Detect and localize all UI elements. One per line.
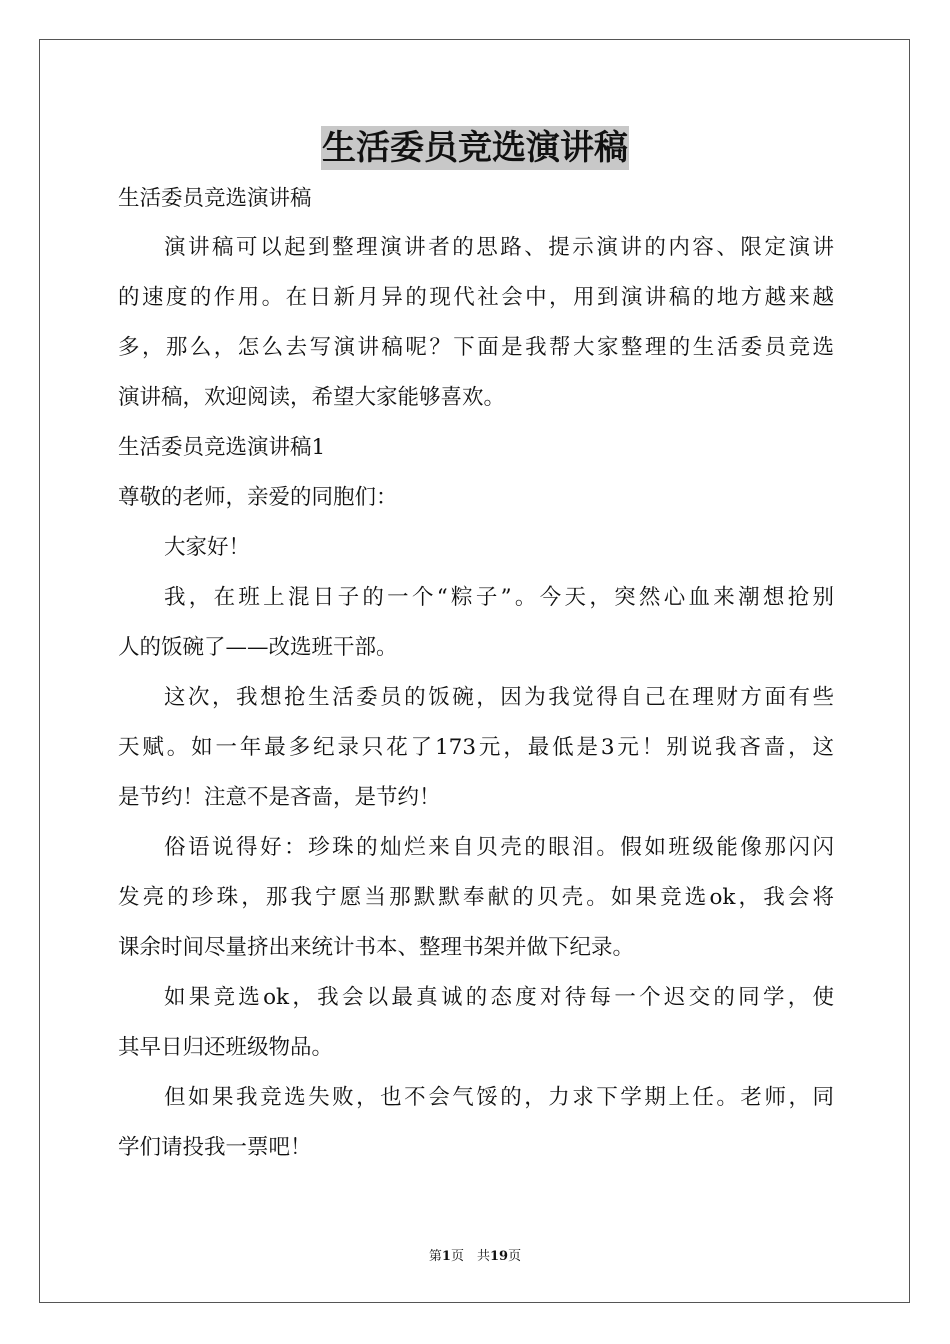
intro-line-3: 多，那么，怎么去写演讲稿呢？下面是我帮大家整理的生活委员竞选 xyxy=(118,335,834,360)
footer-suffix: 页 xyxy=(508,1249,522,1264)
para4-line-2: 其早日归还班级物品。 xyxy=(118,1035,334,1060)
page-border xyxy=(39,39,910,1303)
para3-line-2: 发亮的珍珠，那我宁愿当那默默奉献的贝壳。如果竞选ok，我会将 xyxy=(118,885,834,910)
para4-line-1: 如果竞选ok，我会以最真诚的态度对待每一个迟交的同学，使 xyxy=(164,985,834,1010)
footer-total-pages: 19 xyxy=(489,1249,509,1264)
footer-mid: 页 共 xyxy=(450,1249,490,1264)
para2-line-1: 这次，我想抢生活委员的饭碗，因为我觉得自己在理财方面有些 xyxy=(164,685,834,710)
para1-line-2: 人的饭碗了——改选班干部。 xyxy=(118,635,398,660)
title-container xyxy=(0,126,950,170)
document-title: 生活委员竞选演讲稿 xyxy=(322,128,628,168)
para2-line-3: 是节约！注意不是吝啬，是节约！ xyxy=(118,785,441,810)
para5-line-2: 学们请投我一票吧！ xyxy=(118,1135,312,1160)
para1-line-1: 我，在班上混日子的一个“粽子”。今天，突然心血来潮想抢别 xyxy=(164,585,834,610)
subtitle-line: 生活委员竞选演讲稿 xyxy=(118,186,312,211)
salutation-line: 尊敬的老师，亲爱的同胞们： xyxy=(118,485,398,510)
footer-prefix: 第 xyxy=(428,1249,442,1264)
footer-page-number: 1 xyxy=(441,1249,451,1264)
intro-line-2: 的速度的作用。在日新月异的现代社会中，用到演讲稿的地方越来越 xyxy=(118,285,834,310)
para3-line-1: 俗语说得好：珍珠的灿烂来自贝壳的眼泪。假如班级能像那闪闪 xyxy=(164,835,834,860)
greeting-line: 大家好！ xyxy=(164,535,251,560)
para5-line-1: 但如果我竞选失败，也不会气馁的，力求下学期上任。老师，同 xyxy=(164,1085,834,1110)
page-footer xyxy=(0,1248,950,1266)
para3-line-3: 课余时间尽量挤出来统计书本、整理书架并做下纪录。 xyxy=(118,935,635,960)
intro-line-4: 演讲稿，欢迎阅读，希望大家能够喜欢。 xyxy=(118,385,506,410)
section-heading: 生活委员竞选演讲稿1 xyxy=(118,435,326,460)
para2-line-2: 天赋。如一年最多纪录只花了173元，最低是3元！别说我吝啬，这 xyxy=(118,735,834,760)
intro-line-1: 演讲稿可以起到整理演讲者的思路、提示演讲的内容、限定演讲 xyxy=(164,235,834,260)
